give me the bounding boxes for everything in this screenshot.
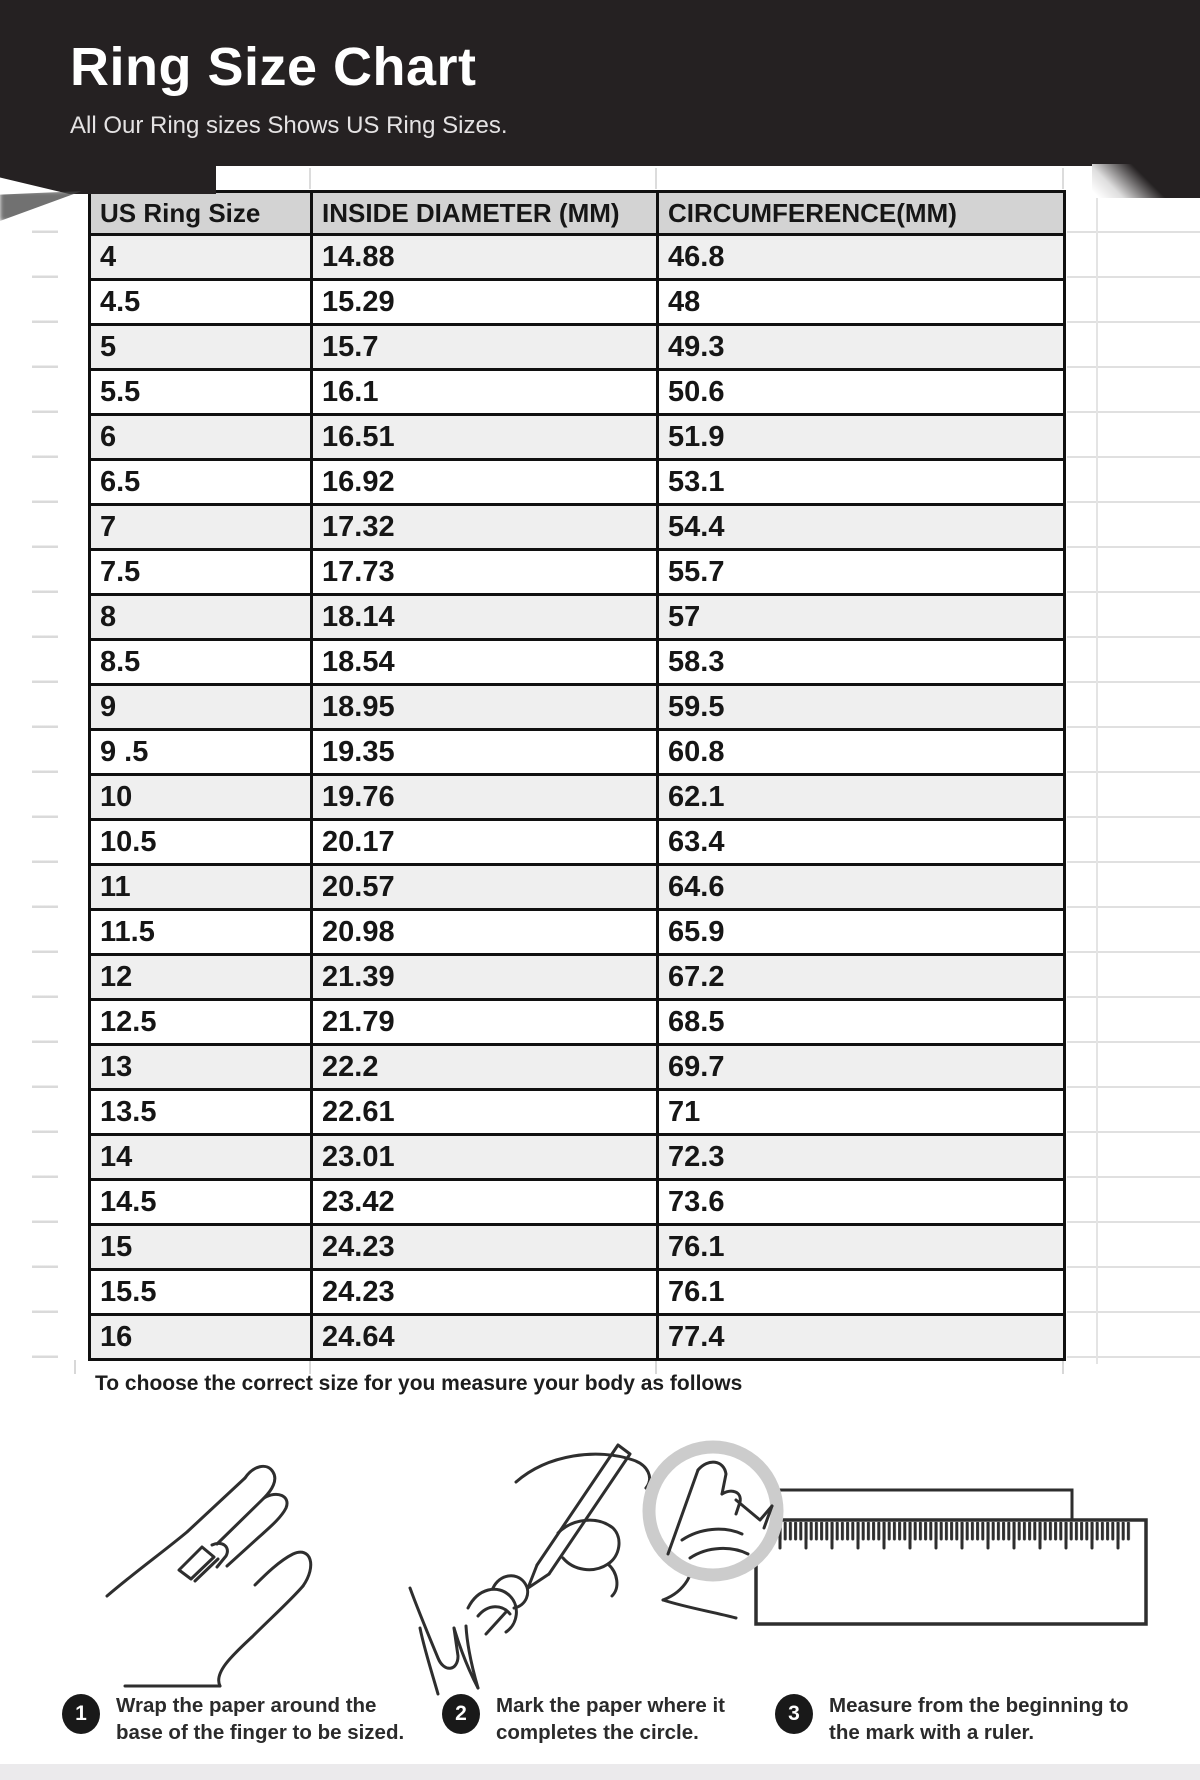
cell-us-size: 6.5 bbox=[90, 460, 312, 505]
cell-us-size: 16 bbox=[90, 1315, 312, 1360]
cell-diameter: 20.98 bbox=[312, 910, 658, 955]
cell-circumference: 50.6 bbox=[658, 370, 1065, 415]
cell-us-size: 9 .5 bbox=[90, 730, 312, 775]
step-number: 3 bbox=[788, 1702, 800, 1725]
page-subtitle: All Our Ring sizes Shows US Ring Sizes. bbox=[70, 112, 508, 139]
cell-diameter: 23.42 bbox=[312, 1180, 658, 1225]
table-row bbox=[90, 370, 1065, 415]
torn-paper-corner-right bbox=[1092, 164, 1200, 198]
cell-diameter: 24.64 bbox=[312, 1315, 658, 1360]
cell-us-size: 4 bbox=[90, 235, 312, 280]
table-row bbox=[90, 820, 1065, 865]
cell-us-size: 7.5 bbox=[90, 550, 312, 595]
cell-us-size: 12 bbox=[90, 955, 312, 1000]
cell-diameter: 24.23 bbox=[312, 1225, 658, 1270]
cell-us-size: 13 bbox=[90, 1045, 312, 1090]
hand-with-paper-wrap-illustration bbox=[95, 1448, 345, 1693]
ring-size-table bbox=[88, 190, 1066, 1361]
cell-us-size: 11 bbox=[90, 865, 312, 910]
cell-us-size: 10.5 bbox=[90, 820, 312, 865]
cell-diameter: 15.7 bbox=[312, 325, 658, 370]
cell-diameter: 20.17 bbox=[312, 820, 658, 865]
cell-diameter: 21.39 bbox=[312, 955, 658, 1000]
table-row bbox=[90, 1135, 1065, 1180]
cell-diameter: 24.23 bbox=[312, 1270, 658, 1315]
cell-circumference: 60.8 bbox=[658, 730, 1065, 775]
cell-circumference: 69.7 bbox=[658, 1045, 1065, 1090]
table-row bbox=[90, 1000, 1065, 1045]
cell-diameter: 21.79 bbox=[312, 1000, 658, 1045]
cell-diameter: 19.35 bbox=[312, 730, 658, 775]
table-row bbox=[90, 1225, 1065, 1270]
step-1 bbox=[62, 1692, 404, 1747]
step-2-text: Mark the paper where it completes the circle. bbox=[496, 1694, 725, 1745]
cell-circumference: 68.5 bbox=[658, 1000, 1065, 1045]
grid-line bbox=[1096, 168, 1098, 1364]
cell-us-size: 15 bbox=[90, 1225, 312, 1270]
table-row bbox=[90, 235, 1065, 280]
cell-diameter: 19.76 bbox=[312, 775, 658, 820]
table-row bbox=[90, 1270, 1065, 1315]
cell-circumference: 65.9 bbox=[658, 910, 1065, 955]
cell-us-size: 9 bbox=[90, 685, 312, 730]
cell-diameter: 16.51 bbox=[312, 415, 658, 460]
grid-row-ticks-left bbox=[32, 188, 58, 1360]
cell-circumference: 76.1 bbox=[658, 1225, 1065, 1270]
step-2 bbox=[442, 1692, 725, 1747]
cell-circumference: 73.6 bbox=[658, 1180, 1065, 1225]
table-row bbox=[90, 415, 1065, 460]
cell-us-size: 12.5 bbox=[90, 1000, 312, 1045]
cell-circumference: 77.4 bbox=[658, 1315, 1065, 1360]
cell-circumference: 63.4 bbox=[658, 820, 1065, 865]
cell-us-size: 14 bbox=[90, 1135, 312, 1180]
cell-us-size: 5.5 bbox=[90, 370, 312, 415]
table-row bbox=[90, 865, 1065, 910]
table-row bbox=[90, 910, 1065, 955]
table-row bbox=[90, 550, 1065, 595]
cell-diameter: 22.2 bbox=[312, 1045, 658, 1090]
cell-us-size: 6 bbox=[90, 415, 312, 460]
cell-circumference: 55.7 bbox=[658, 550, 1065, 595]
cell-diameter: 17.32 bbox=[312, 505, 658, 550]
step-3-number-badge bbox=[775, 1694, 813, 1734]
cell-circumference: 46.8 bbox=[658, 235, 1065, 280]
cell-us-size: 8 bbox=[90, 595, 312, 640]
column-header-us-ring-size: US Ring Size bbox=[90, 192, 312, 235]
table-row bbox=[90, 1315, 1065, 1360]
cell-us-size: 4.5 bbox=[90, 280, 312, 325]
step-number: 1 bbox=[75, 1702, 87, 1725]
column-header-circumference: CIRCUMFERENCE(MM) bbox=[658, 192, 1065, 235]
cell-us-size: 11.5 bbox=[90, 910, 312, 955]
ruler-with-paper-strip-illustration bbox=[752, 1482, 1152, 1632]
cell-circumference: 53.1 bbox=[658, 460, 1065, 505]
cell-diameter: 18.54 bbox=[312, 640, 658, 685]
cell-circumference: 71 bbox=[658, 1090, 1065, 1135]
table-row bbox=[90, 640, 1065, 685]
table-row bbox=[90, 325, 1065, 370]
table-row bbox=[90, 730, 1065, 775]
table-row bbox=[90, 955, 1065, 1000]
grid-row-lines-right bbox=[1067, 188, 1200, 1360]
header-banner bbox=[0, 0, 1200, 166]
cell-circumference: 54.4 bbox=[658, 505, 1065, 550]
cell-circumference: 59.5 bbox=[658, 685, 1065, 730]
cell-diameter: 16.92 bbox=[312, 460, 658, 505]
cell-diameter: 20.57 bbox=[312, 865, 658, 910]
cell-diameter: 17.73 bbox=[312, 550, 658, 595]
cell-circumference: 76.1 bbox=[658, 1270, 1065, 1315]
cell-diameter: 14.88 bbox=[312, 235, 658, 280]
cell-circumference: 67.2 bbox=[658, 955, 1065, 1000]
cell-circumference: 57 bbox=[658, 595, 1065, 640]
grid-line bbox=[309, 168, 311, 189]
cell-circumference: 72.3 bbox=[658, 1135, 1065, 1180]
footer-band bbox=[0, 1764, 1200, 1780]
instructions-heading: To choose the correct size for you measure your body as follows bbox=[95, 1372, 743, 1395]
cell-us-size: 13.5 bbox=[90, 1090, 312, 1135]
grid-line bbox=[1062, 1360, 1064, 1374]
grid-line bbox=[74, 1360, 76, 1374]
step-number: 2 bbox=[455, 1702, 467, 1725]
step-3 bbox=[775, 1692, 1129, 1747]
cell-diameter: 23.01 bbox=[312, 1135, 658, 1180]
table-row bbox=[90, 1090, 1065, 1135]
column-header-inside-diameter: INSIDE DIAMETER (MM) bbox=[312, 192, 658, 235]
magnified-finger-detail-illustration bbox=[638, 1436, 788, 1586]
table-row bbox=[90, 1045, 1065, 1090]
cell-us-size: 10 bbox=[90, 775, 312, 820]
cell-circumference: 51.9 bbox=[658, 415, 1065, 460]
cell-diameter: 18.14 bbox=[312, 595, 658, 640]
cell-circumference: 49.3 bbox=[658, 325, 1065, 370]
step-1-text: Wrap the paper around the base of the finger to be sized. bbox=[116, 1694, 405, 1745]
table-row bbox=[90, 775, 1065, 820]
cell-us-size: 8.5 bbox=[90, 640, 312, 685]
cell-circumference: 62.1 bbox=[658, 775, 1065, 820]
step-2-number-badge bbox=[442, 1694, 480, 1734]
table-row bbox=[90, 685, 1065, 730]
step-1-number-badge bbox=[62, 1694, 100, 1734]
table-row bbox=[90, 460, 1065, 505]
page-title: Ring Size Chart bbox=[70, 37, 477, 97]
cell-diameter: 18.95 bbox=[312, 685, 658, 730]
cell-diameter: 15.29 bbox=[312, 280, 658, 325]
grid-line bbox=[1062, 168, 1064, 189]
table-header-row bbox=[90, 192, 1065, 235]
grid-line bbox=[655, 168, 657, 189]
cell-us-size: 15.5 bbox=[90, 1270, 312, 1315]
table-row bbox=[90, 595, 1065, 640]
cell-diameter: 16.1 bbox=[312, 370, 658, 415]
step-3-text: Measure from the beginning to the mark with a ruler. bbox=[829, 1694, 1129, 1745]
table-row bbox=[90, 505, 1065, 550]
cell-us-size: 5 bbox=[90, 325, 312, 370]
cell-circumference: 64.6 bbox=[658, 865, 1065, 910]
cell-circumference: 58.3 bbox=[658, 640, 1065, 685]
table-row bbox=[90, 1180, 1065, 1225]
cell-circumference: 48 bbox=[658, 280, 1065, 325]
table-row bbox=[90, 280, 1065, 325]
cell-us-size: 14.5 bbox=[90, 1180, 312, 1225]
cell-us-size: 7 bbox=[90, 505, 312, 550]
cell-diameter: 22.61 bbox=[312, 1090, 658, 1135]
